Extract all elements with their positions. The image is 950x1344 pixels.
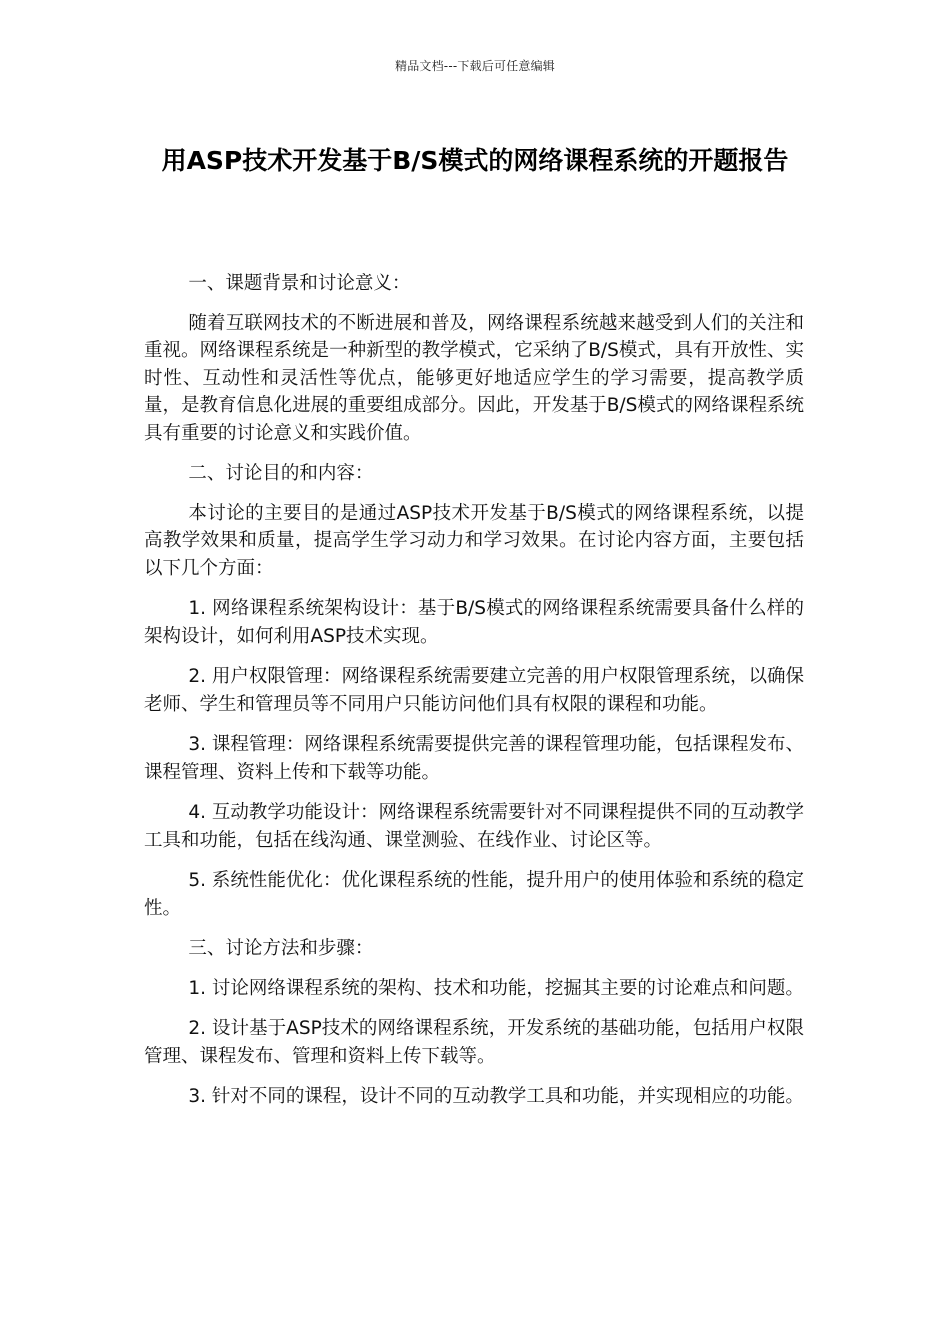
section-1-paragraph: 随着互联网技术的不断进展和普及，网络课程系统越来越受到人们的关注和重视。网络课程系统是一种新型的教学模式，它采纳了B/S模式，具有开放性、实时性、互动性和灵活性等优点，能够更好地适应学生的学习需要，提高教学质量，是教育信息化进展的重要组成部分。因此，开发基于B/S模式的网络课程系统具有重要的讨论意义和实践价值。 bbox=[144, 312, 804, 444]
list-item: 3. 针对不同的课程，设计不同的互动教学工具和功能，并实现相应的功能。 bbox=[188, 1086, 804, 1107]
document-body bbox=[144, 270, 804, 1124]
section-1-heading: 一、课题背景和讨论意义： bbox=[188, 273, 411, 294]
list-item: 1. 网络课程系统架构设计：基于B/S模式的网络课程系统需要具备什么样的架构设计，如何利用ASP技术实现。 bbox=[144, 598, 804, 647]
section-2-heading: 二、讨论目的和内容： bbox=[188, 463, 374, 484]
list-item: 4. 互动教学功能设计：网络课程系统需要针对不同课程提供不同的互动教学工具和功能，包括在线沟通、课堂测验、在线作业、讨论区等。 bbox=[144, 802, 804, 851]
section-2-paragraph: 本讨论的主要目的是通过ASP技术开发基于B/S模式的网络课程系统，以提高教学效果和质量，提高学生学习动力和学习效果。在讨论内容方面，主要包括以下几个方面： bbox=[144, 502, 804, 579]
list-item: 1. 讨论网络课程系统的架构、技术和功能，挖掘其主要的讨论难点和问题。 bbox=[188, 977, 804, 999]
list-item: 2. 用户权限管理：网络课程系统需要建立完善的用户权限管理系统，以确保老师、学生和管理员等不同用户只能访问他们具有权限的课程和功能。 bbox=[144, 666, 804, 715]
list-item: 2. 设计基于ASP技术的网络课程系统，开发系统的基础功能，包括用户权限管理、课程发布、管理和资料上传下载等。 bbox=[144, 1018, 804, 1067]
list-item: 3. 课程管理：网络课程系统需要提供完善的课程管理功能，包括课程发布、课程管理、资料上传和下载等功能。 bbox=[144, 734, 804, 783]
document-title: 用ASP技术开发基于B/S模式的网络课程系统的开题报告 bbox=[161, 146, 789, 175]
list-item: 5. 系统性能优化：优化课程系统的性能，提升用户的使用体验和系统的稳定性。 bbox=[144, 870, 804, 919]
section-3-heading: 三、讨论方法和步骤： bbox=[188, 938, 374, 959]
header-note: 精品文档---下载后可任意编辑 bbox=[395, 59, 555, 73]
